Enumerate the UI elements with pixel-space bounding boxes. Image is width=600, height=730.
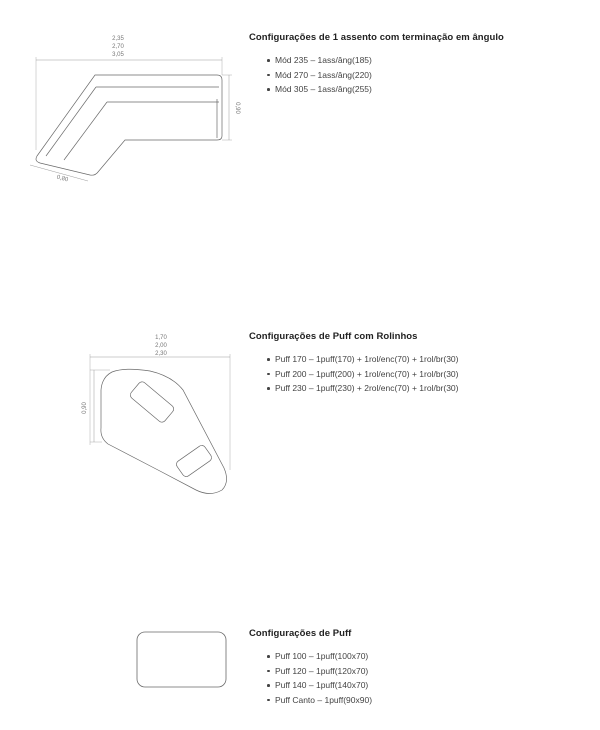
dim-width-2: 2,00 [155,343,167,349]
section-title: Configurações de Puff com Rolinhos [249,331,418,342]
config-list [249,649,589,707]
list-item: Puff Canto – 1puff(90x90) [275,693,589,708]
list-item: Puff 100 – 1puff(100x70) [275,649,589,664]
list-item: Mód 270 – 1ass/âng(220) [275,68,589,83]
dim-width-3: 3,05 [112,52,124,58]
puff-drawing [137,632,226,687]
dim-depth: 0,90 [234,102,240,114]
section-angled-seat [249,32,589,97]
list-item: Puff 200 – 1puff(200) + 1rol/enc(70) + 1rol/br(30) [275,367,589,382]
config-list [249,352,589,396]
list-item: Puff 230 – 1puff(230) + 2rol/enc(70) + 1rol/br(30) [275,381,589,396]
dim-width-3: 2,30 [155,351,167,357]
section-title: Configurações de 1 assento com terminação em ângulo [249,32,504,43]
dim-width-1: 1,70 [155,335,167,341]
dim-width-2: 2,70 [112,44,124,50]
section-title: Configurações de Puff [249,628,352,639]
section-puff-rolinhos [249,331,589,396]
puff-rolinhos-drawing [90,354,230,494]
config-list [249,53,589,97]
dim-depth: 0,90 [82,402,88,414]
dim-width-1: 2,35 [112,36,124,42]
section-puff [249,628,589,707]
list-item: Puff 170 – 1puff(170) + 1rol/enc(70) + 1rol/br(30) [275,352,589,367]
list-item: Puff 140 – 1puff(140x70) [275,678,589,693]
list-item: Mód 235 – 1ass/âng(185) [275,53,589,68]
angled-seat-drawing [30,57,232,181]
dim-arm: 0,80 [55,174,69,184]
list-item: Puff 120 – 1puff(120x70) [275,664,589,679]
list-item: Mód 305 – 1ass/âng(255) [275,82,589,97]
